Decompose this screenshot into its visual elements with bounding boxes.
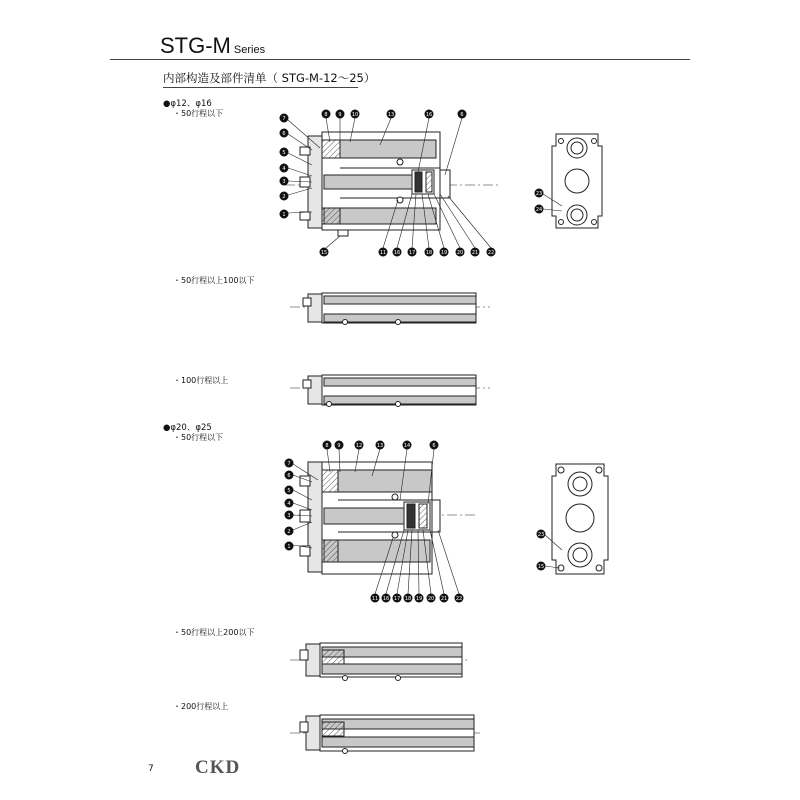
callout-text: 1 <box>282 212 286 218</box>
stroke-label-g2-b: ・50行程以上200以下 <box>173 628 255 637</box>
callout-text: 7 <box>287 461 291 467</box>
callout-text: 23 <box>535 191 543 197</box>
callout-text: 12 <box>355 443 363 449</box>
stroke-label-g1-a: ・50行程以下 <box>173 109 224 118</box>
callout-text: 19 <box>440 250 448 256</box>
callout-text: 20 <box>456 250 464 256</box>
callout-text: 11 <box>379 250 387 256</box>
callout-text: 17 <box>408 250 416 256</box>
bore-label-20-25: ●φ20、φ25 <box>163 423 212 433</box>
callout-text: 7 <box>282 116 286 122</box>
callout-text: 18 <box>404 596 412 602</box>
callout-text: 6 <box>460 112 464 118</box>
callout-text: 13 <box>376 443 384 449</box>
callout-text: 19 <box>415 596 423 602</box>
callout-bottom-21 <box>427 530 449 603</box>
callout-text: 21 <box>440 596 448 602</box>
series-suffix: Series <box>233 44 266 56</box>
callout-text: 6 <box>287 473 291 479</box>
partial-view-g1-c <box>290 375 490 407</box>
callout-text: 13 <box>387 112 395 118</box>
callout-text: 6 <box>282 131 286 137</box>
callout-text: 16 <box>425 112 433 118</box>
callout-text: 1 <box>287 544 291 550</box>
callout-text: 11 <box>371 596 379 602</box>
callout-text: 15 <box>537 564 545 570</box>
callout-text: 22 <box>487 250 495 256</box>
callout-text: 16 <box>393 250 401 256</box>
callout-text: 9 <box>337 443 341 449</box>
callout-text: 16 <box>382 596 390 602</box>
callout-text: 18 <box>425 250 433 256</box>
callout-bottom-22 <box>438 530 464 603</box>
callout-text: 3 <box>287 513 291 519</box>
callout-text: 8 <box>324 112 328 118</box>
callout-text: 15 <box>320 250 328 256</box>
stroke-label-g2-a: ・50行程以下 <box>173 433 224 442</box>
callout-text: 20 <box>427 596 435 602</box>
callout-text: 4 <box>287 501 291 507</box>
stroke-label-g1-b: ・50行程以上100以下 <box>173 276 255 285</box>
callout-text: 3 <box>282 179 286 185</box>
stroke-label-g2-c: ・200行程以上 <box>173 702 229 711</box>
callout-text: 2 <box>287 529 291 535</box>
callout-text: 21 <box>471 250 479 256</box>
series-name: STG-M <box>160 33 231 58</box>
callout-text: 4 <box>282 166 286 172</box>
section-title: 内部构造及部件清单（ STG-M-12～25） <box>163 71 376 85</box>
callout-top-6 <box>445 110 467 176</box>
callout-text: 8 <box>325 443 329 449</box>
cylinder-section-12-16 <box>285 132 500 236</box>
partial-view-g1-b <box>290 293 490 325</box>
callout-text: 2 <box>282 194 286 200</box>
partial-view-g2-b <box>290 643 470 681</box>
bore-label-12-16: ●φ12、φ16 <box>163 99 212 109</box>
end-view-20-25 <box>552 464 608 574</box>
cylinder-section-20-25 <box>285 462 475 574</box>
callout-text: 24 <box>535 207 543 213</box>
callout-bottom-22 <box>448 196 496 257</box>
callout-text: 6 <box>432 443 436 449</box>
callout-text: 5 <box>287 488 291 494</box>
callout-text: 14 <box>403 443 411 449</box>
callout-text: 22 <box>455 596 463 602</box>
callout-text: 10 <box>351 112 359 118</box>
stroke-label-g1-c: ・100行程以上 <box>173 376 229 385</box>
callout-text: 5 <box>282 150 286 156</box>
partial-view-g2-c <box>290 715 480 754</box>
brand-logo: CKD <box>195 757 241 778</box>
callout-text: 17 <box>393 596 401 602</box>
end-view-12-16 <box>552 134 602 228</box>
callout-text: 9 <box>338 112 342 118</box>
page-number: 7 <box>148 764 154 774</box>
callout-text: 23 <box>537 532 545 538</box>
